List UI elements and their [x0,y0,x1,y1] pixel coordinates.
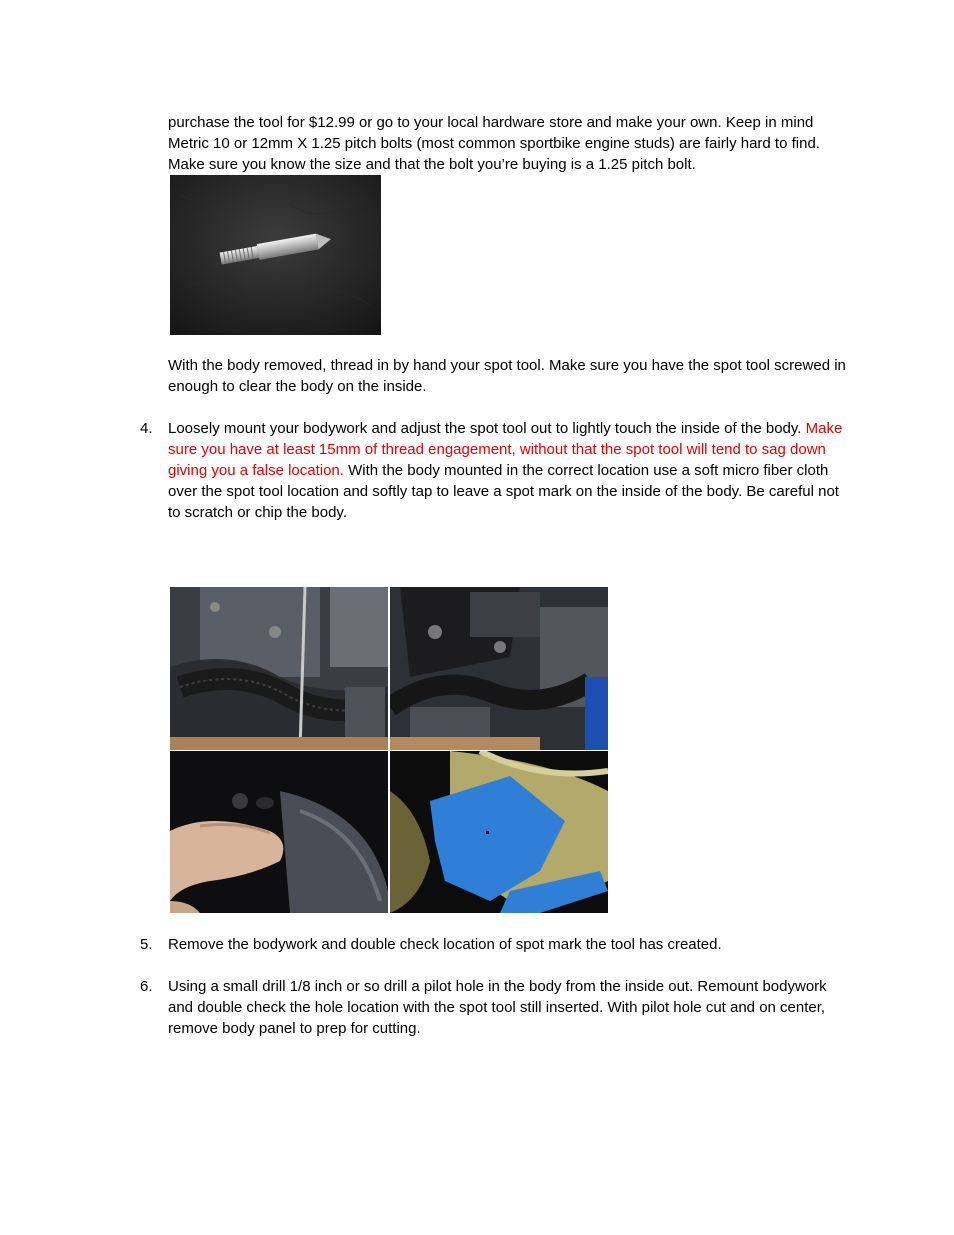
step-4-text-before: Loosely mount your bodywork and adjust the spot tool out to lightly touch the inside of the body. [168,420,806,437]
spot-tool-photo [170,175,381,335]
step-5-text: Remove the bodywork and double check location of spot mark the tool has created. [168,936,722,953]
engine-photo-1 [170,587,388,750]
step-4-text-after: With the body mounted in the correct location use a soft micro fiber cloth over the spot tool location and softly tap to leave a spot mark on the inside of the body. Be careful not to scratch or chip the body. [168,462,839,521]
step-5-number: 5. [140,936,153,953]
step-4-number: 4. [140,420,153,437]
engine-photo-2 [390,587,608,750]
step-4-text [168,418,848,523]
hand-mounting-photo [170,751,388,913]
body-removed-paragraph: With the body removed, thread in by hand your spot tool. Make sure you have the spot tool screwed in enough to clear the body on the inside. [168,357,846,395]
step-6-number: 6. [140,978,153,995]
intro-paragraph: purchase the tool for $12.99 or go to your local hardware store and make your own. Keep in mind Metric 10 or 12mm X 1.25 pitch bolts (most common sportbike engine studs) are fairly hard to find. Make sure you know the size and that the bolt you’re buying is a 1.25 pitch bolt. [168,114,820,173]
step-4-warning-text: Make sure you have at least 15mm of thread engagement, without that the spot tool will tend to sag down giving you a false location. [168,420,843,479]
spot-mark-photo [390,751,608,913]
step-6-text: Using a small drill 1/8 inch or so drill a pilot hole in the body from the inside out. Remount bodywork and double check the hole location with the spot tool still inserted. With pilot hole cut and on center, remove body panel to prep for cutting. [168,978,827,1037]
